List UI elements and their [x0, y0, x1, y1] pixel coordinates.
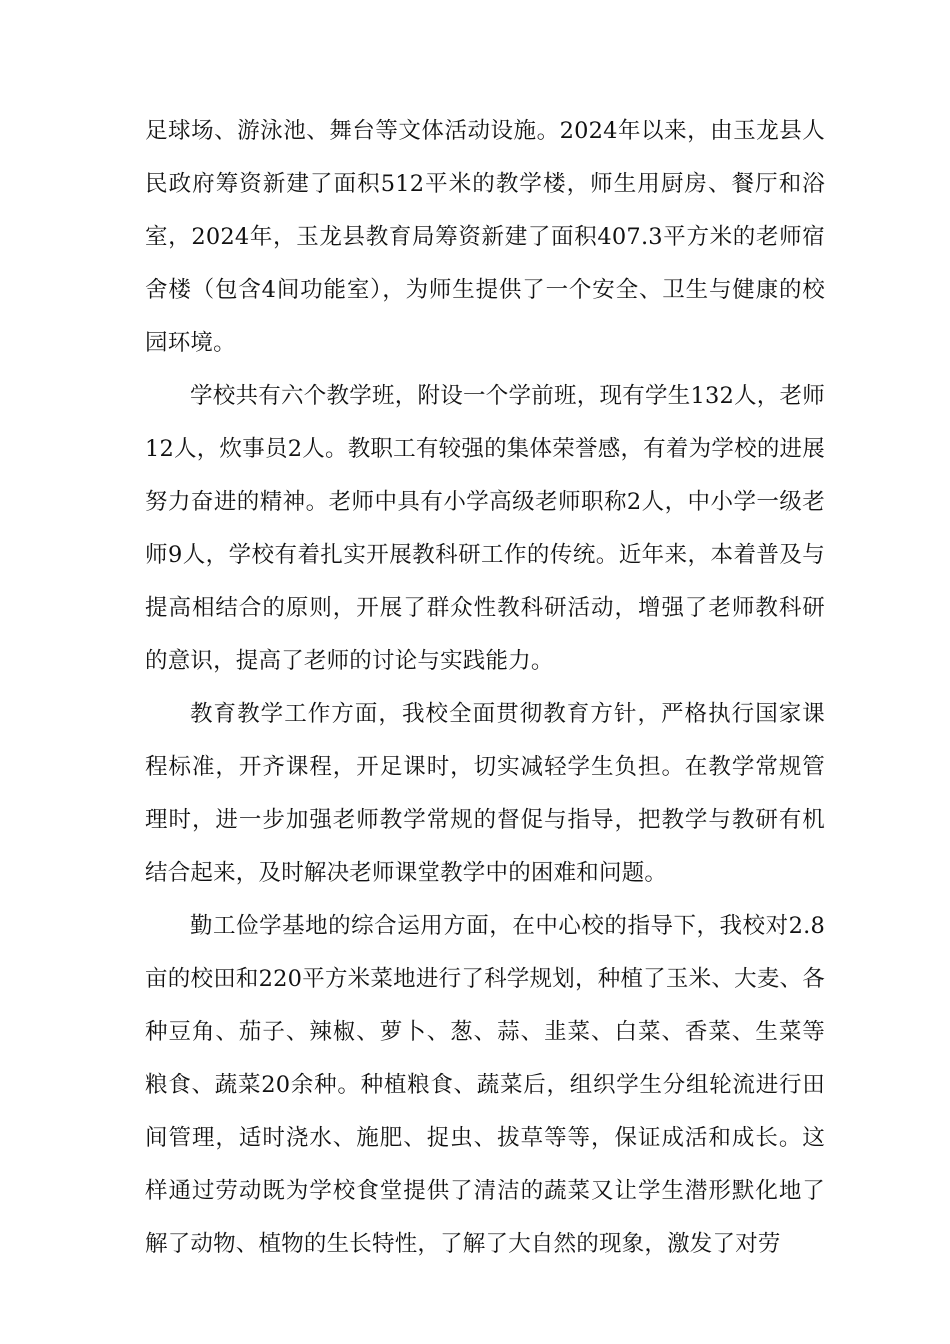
paragraph-work-study-base: 勤工俭学基地的综合运用方面，在中心校的指导下，我校对2.8亩的校田和220平方米菜地进行了科学规划，种植了玉米、大麦、各种豆角、茄子、辣椒、萝卜、葱、蒜、韭菜、白菜、香菜、生菜等粮食、蔬菜20余种。种植粮食、蔬菜后，组织学生分组轮流进行田间管理，适时浇水、施肥、捉虫、拔草等等，保证成活和成长。这样通过劳动既为学校食堂提供了清洁的蔬菜又让学生潜形默化地了解了动物、植物的生长特性，了解了大自然的现象，激发了对劳 — [145, 913, 825, 1257]
paragraph-teaching: 教育教学工作方面，我校全面贯彻教育方针，严格执行国家课程标准，开齐课程，开足课时，切实减轻学生负担。在教学常规管理时，进一步加强老师教学常规的督促与指导，把教学与教研有机结合起来，及时解决老师课堂教学中的困难和问题。 — [145, 701, 825, 886]
document-body — [145, 105, 825, 1271]
paragraph-facilities: 足球场、游泳池、舞台等文体活动设施。2024年以来，由玉龙县人民政府筹资新建了面积512平米的教学楼，师生用厨房、餐厅和浴室，2024年，玉龙县教育局筹资新建了面积407.3平方米的老师宿舍楼（包含4间功能室），为师生提供了一个安全、卫生与健康的校园环境。 — [145, 118, 825, 356]
paragraph-staff: 学校共有六个教学班，附设一个学前班，现有学生132人，老师12人，炊事员2人。教职工有较强的集体荣誉感，有着为学校的进展努力奋进的精神。老师中具有小学高级老师职称2人，中小学一级老师9人，学校有着扎实开展教科研工作的传统。近年来，本着普及与提高相结合的原则，开展了群众性教科研活动，增强了老师教科研的意识，提高了老师的讨论与实践能力。 — [145, 383, 825, 674]
